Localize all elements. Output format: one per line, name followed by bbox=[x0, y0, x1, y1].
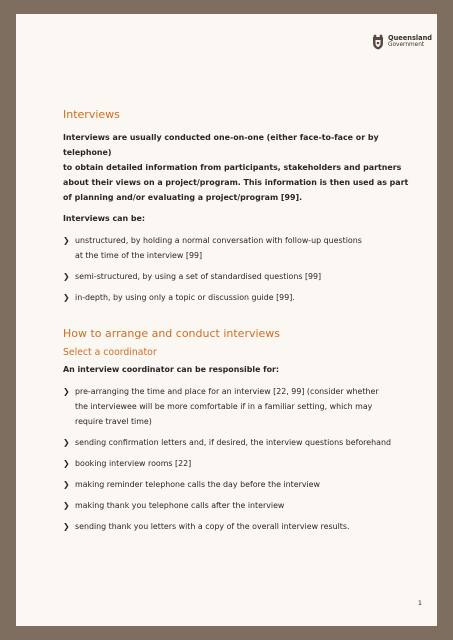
logo-name: Queensland bbox=[388, 34, 432, 42]
page-number: 1 bbox=[417, 599, 422, 607]
list-item: ❯ booking interview rooms [22] bbox=[63, 456, 411, 471]
chevron-right-icon: ❯ bbox=[63, 480, 70, 489]
list-item: ❯ sending thank you letters with a copy of the overall interview results. bbox=[63, 519, 411, 534]
chevron-right-icon: ❯ bbox=[63, 293, 70, 302]
chevron-right-icon: ❯ bbox=[63, 501, 70, 510]
chevron-right-icon: ❯ bbox=[63, 438, 70, 447]
coordinator-lead: An interview coordinator can be responsible for: bbox=[63, 365, 280, 374]
chevron-right-icon: ❯ bbox=[63, 459, 70, 468]
list-item: ❯ semi-structured, by using a set of standardised questions [99] bbox=[63, 269, 411, 284]
chevron-right-icon: ❯ bbox=[63, 272, 70, 281]
list-item: ❯ in-depth, by using only a topic or discussion guide [99]. bbox=[63, 290, 411, 305]
chevron-right-icon: ❯ bbox=[63, 522, 70, 531]
list-item: ❯ sending confirmation letters and, if desired, the interview questions beforehand bbox=[63, 435, 411, 450]
queensland-government-logo bbox=[371, 34, 432, 50]
document-content bbox=[63, 108, 411, 534]
chevron-right-icon: ❯ bbox=[63, 236, 70, 245]
section-heading-interviews: Interviews bbox=[63, 108, 120, 121]
coat-of-arms-icon bbox=[371, 34, 385, 50]
list-item: ❯ making reminder telephone calls the day before the interview bbox=[63, 477, 411, 492]
document-page bbox=[16, 14, 437, 626]
logo-subtitle: Government bbox=[388, 42, 425, 48]
list-item: ❯ unstructured, by holding a normal conversation with follow-up questions at the time of the interview [99] bbox=[63, 233, 411, 263]
interview-types-list bbox=[63, 233, 411, 305]
chevron-right-icon: ❯ bbox=[63, 387, 70, 396]
coordinator-duties-list bbox=[63, 384, 411, 534]
interviews-intro: Interviews are usually conducted one-on-one (either face-to-face or by telephone) to obtain detailed information from participants, stakeholders and partners about their views on a project/program. This information is then used as part of planning and/or evaluating a project/program [99]. bbox=[63, 133, 409, 202]
section-heading-arrange-interviews: How to arrange and conduct interviews bbox=[63, 327, 281, 340]
interviews-lead: Interviews can be: bbox=[63, 214, 146, 223]
list-item: ❯ pre-arranging the time and place for an interview [22, 99] (consider whether the interviewee will be more comfortable if in a familiar setting, which may require travel time) bbox=[63, 384, 411, 429]
list-item: ❯ making thank you telephone calls after the interview bbox=[63, 498, 411, 513]
subheading-select-coordinator: Select a coordinator bbox=[63, 347, 157, 358]
